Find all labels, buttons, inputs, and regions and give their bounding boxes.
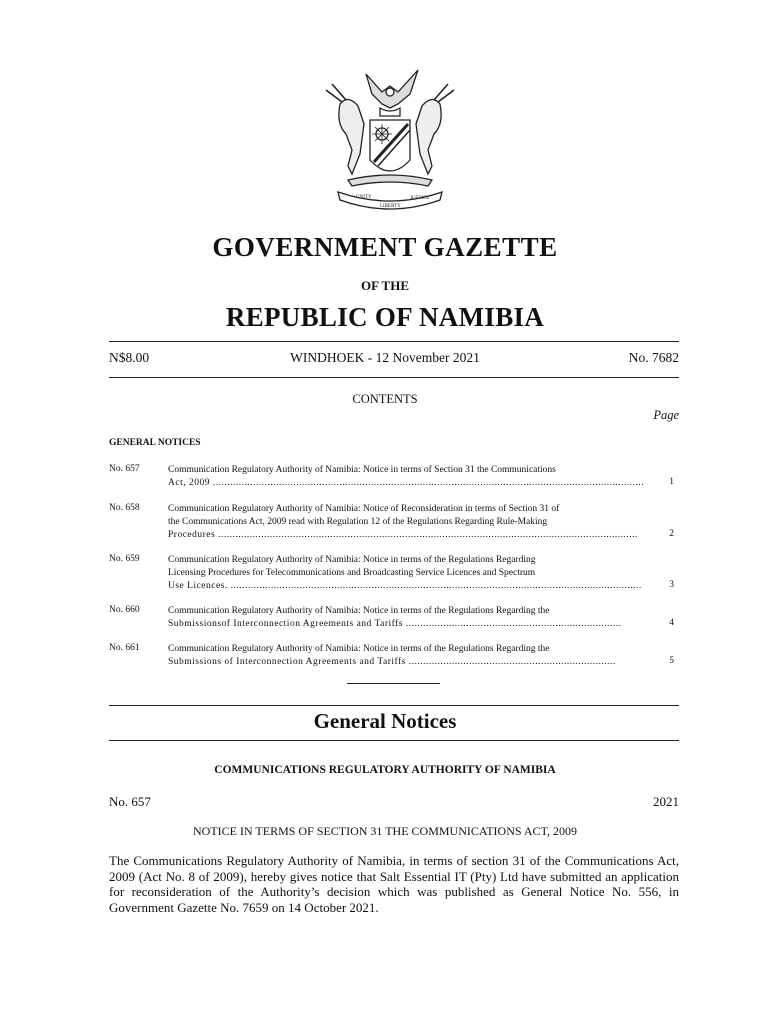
contents-end-divider — [347, 683, 440, 684]
toc-line: Communication Regulatory Authority of Namibia: Notice in terms of the Regulations Regarding — [168, 555, 536, 565]
toc-entry-page: 1 — [669, 477, 674, 487]
notice-year: 2021 — [653, 794, 679, 809]
toc-entry-text — [168, 643, 650, 669]
toc-entry-number: No. 657 — [109, 464, 140, 474]
of-the-label: OF THE — [360, 278, 410, 293]
gazette-title: GOVERNMENT GAZETTE — [212, 232, 558, 262]
toc-line: Procedures .................................................................................................................................................. — [168, 530, 638, 540]
toc-entry-page: 5 — [669, 656, 674, 666]
toc-line: Communication Regulatory Authority of Namibia: Notice of Reconsideration in terms of Section 31 of — [168, 504, 560, 514]
toc-entry-number: No. 660 — [109, 605, 140, 615]
notice-body: The Communications Regulatory Authority of Namibia, in terms of section 31 of the Communications Act, 2009 (Act No. 8 of 2009), hereby gives notice that Salt Essential IT (Pty) Ltd have submitted an application for reconsideration of the Authority’s decision which was published as General Notice No. 556, in Government Gazette No. 7659 on 14 October 2021. — [109, 853, 679, 915]
toc-entry-text — [168, 503, 650, 542]
notice-number: No. 657 — [109, 794, 151, 809]
toc-line: Communication Regulatory Authority of Namibia: Notice in terms of the Regulations Regarding the — [168, 606, 550, 616]
toc-line: Submissions of Interconnection Agreements and Tariffs ........................................................................ — [168, 657, 616, 667]
motto-unity: UNITY — [356, 195, 372, 200]
contents-heading: CONTENTS — [352, 392, 418, 406]
toc-entry-number: No. 661 — [109, 643, 140, 653]
issue-price: N$8.00 — [109, 350, 150, 365]
toc-entry-page: 3 — [669, 580, 674, 590]
toc-line: Act, 2009 ...................................................................................................................................................... — [168, 478, 645, 488]
coat-of-arms — [318, 64, 462, 214]
republic-title: REPUBLIC OF NAMIBIA — [225, 302, 545, 332]
toc-line: Communication Regulatory Authority of Namibia: Notice in terms of Section 31 the Communications — [168, 465, 556, 475]
page-column-label: Page — [653, 408, 679, 422]
issue-number: No. 7682 — [628, 350, 679, 365]
toc-entry-text — [168, 605, 650, 631]
toc-entry-text — [168, 464, 650, 490]
issue-place-date: WINDHOEK - 12 November 2021 — [290, 350, 480, 365]
notice-title: NOTICE IN TERMS OF SECTION 31 THE COMMUNICATIONS ACT, 2009 — [192, 824, 578, 838]
motto-liberty: LIBERTY — [380, 204, 401, 209]
contents-section-heading: GENERAL NOTICES — [109, 438, 201, 448]
toc-line: Use Licences. ............................................................................................................................................... — [168, 581, 642, 591]
toc-line: Licensing Procedures for Telecommunications and Broadcasting Service Licences and Spectrum — [168, 568, 536, 578]
toc-line: Submissionsof Interconnection Agreements and Tariffs ........................................................................... — [168, 619, 622, 629]
toc-line: Communication Regulatory Authority of Namibia: Notice in terms of the Regulations Regarding the — [168, 644, 550, 654]
toc-entry-number: No. 659 — [109, 554, 140, 564]
motto-justice: JUSTICE — [410, 196, 430, 201]
toc-entry-text — [168, 554, 650, 593]
notices-rule-top — [109, 705, 679, 706]
general-notices-heading: General Notices — [313, 709, 457, 733]
toc-line: the Communications Act, 2009 read with Regulation 12 of the Regulations Regarding Rule-Making — [168, 517, 548, 527]
toc-entry-page: 4 — [669, 618, 674, 628]
toc-entry-page: 2 — [669, 529, 674, 539]
header-rule-bottom — [109, 377, 679, 378]
header-rule-top — [109, 341, 679, 342]
toc-entry-number: No. 658 — [109, 503, 140, 513]
authority-heading: COMMUNICATIONS REGULATORY AUTHORITY OF NAMIBIA — [214, 764, 556, 776]
notices-rule-bottom — [109, 740, 679, 741]
